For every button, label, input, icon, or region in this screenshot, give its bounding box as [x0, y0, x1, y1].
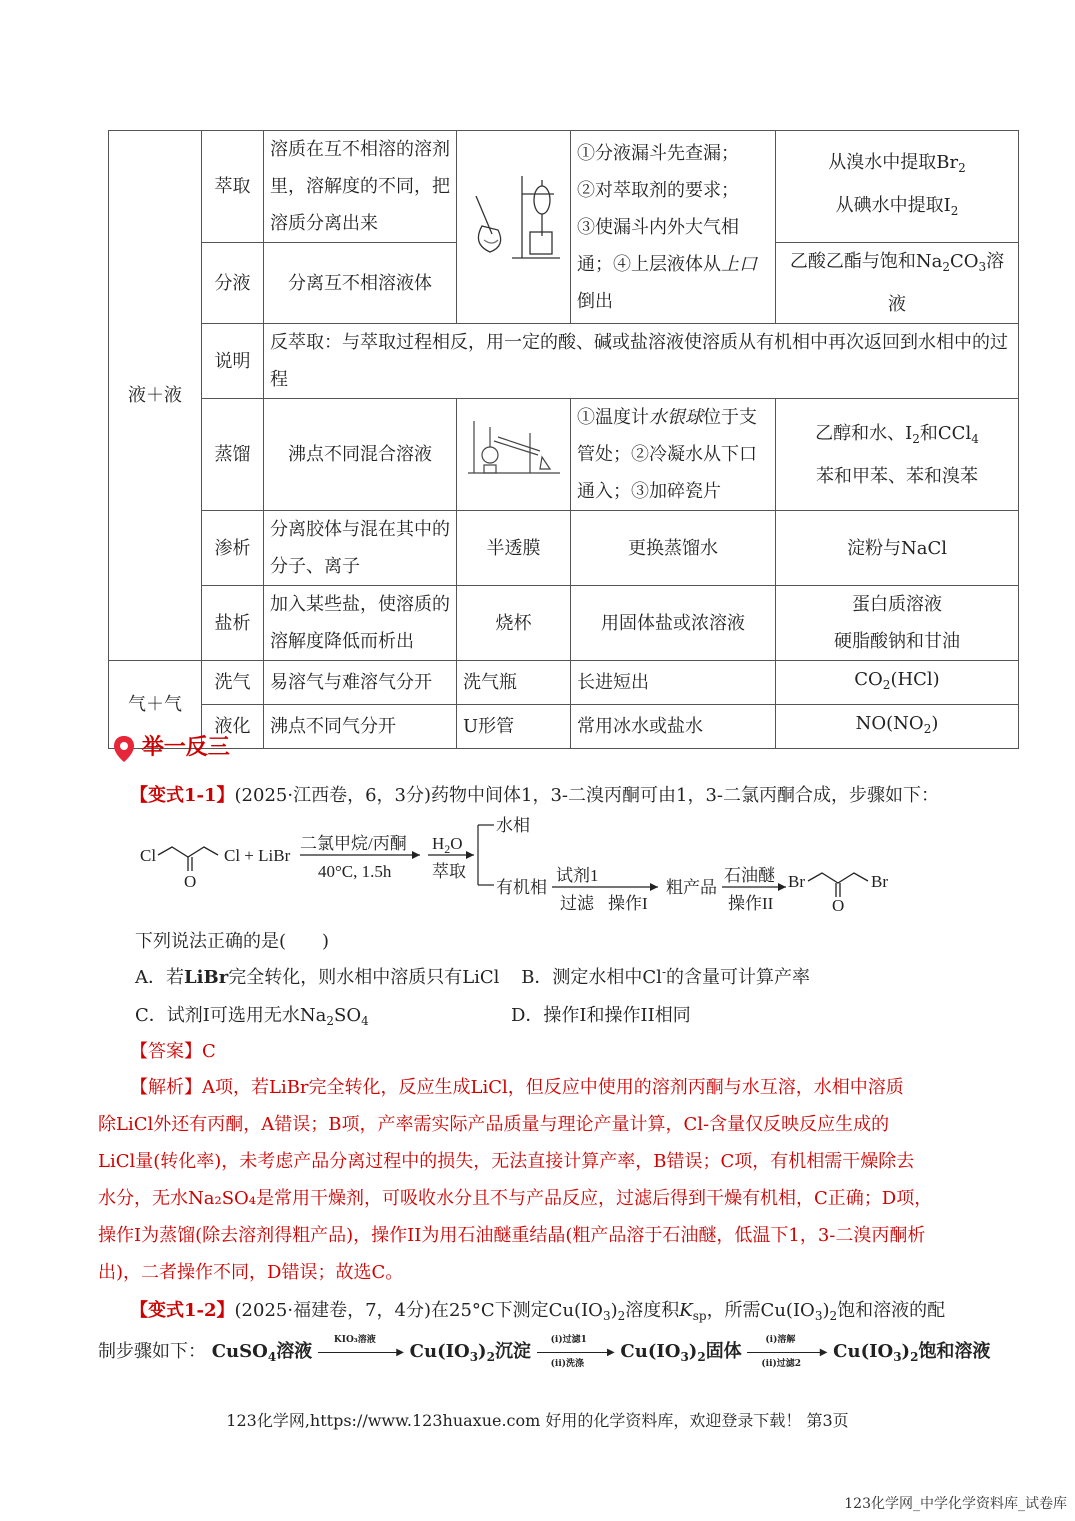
analysis-line-1: 【解析】A项，若LiBr完全转化，反应生成LiCl，但反应中使用的溶剂丙酮与水互溶，水相中溶质 [130, 1077, 904, 1098]
principle-separation: 分离互不相溶液体 [264, 243, 457, 324]
section-header [112, 730, 230, 764]
analysis-line-5: 操作I为蒸馏(除去溶剂得粗产品)，操作II为用石油醚重结晶(粗产品溶于石油醚，低温下1，3-二溴丙酮析 [98, 1225, 926, 1246]
method-separation: 分液 [202, 243, 264, 324]
method-liquefaction: 液化 [202, 705, 264, 749]
note-4: 倒出 [577, 290, 613, 312]
reagent-label: 试剂1 [556, 866, 599, 885]
separatory-funnel-image [457, 131, 571, 324]
method-washing: 洗气 [202, 661, 264, 705]
note-salting: 用固体盐或浓溶液 [571, 586, 776, 661]
q1-option-d: D．操作I和操作II相同 [511, 1005, 691, 1026]
examples-distillation: 乙醇和水、$I_2$和CCl$_4$ 苯和甲苯、苯和溴苯 [776, 399, 1019, 511]
note-text: 反萃取：与萃取过程相反，用一定的酸、碱或盐溶液使溶质从有机相中再次返回到水相中的过程 [264, 324, 1019, 399]
product-br-right: Br [871, 872, 888, 891]
note-2: ②对萃取剂的要求； [577, 179, 739, 201]
reactant-cl: Cl [140, 846, 157, 865]
principle-liquefaction: 沸点不同气分开 [264, 705, 457, 749]
examples-separation: 乙酸乙酯与饱和$Na_2CO_3$溶液 [776, 243, 1019, 324]
notes-distillation: ①温度计水银球位于支管处；②冷凝水从下口通入；③加碎瓷片 [571, 399, 776, 511]
analysis-line-6: 出)，二者操作不同，D错误；故选C。 [98, 1262, 404, 1283]
section-title: 举一反三 [141, 734, 230, 760]
note-washing: 长进短出 [571, 661, 776, 705]
note-1: ①分液漏斗先查漏； [577, 142, 739, 164]
flow-arrow-2: (i)过滤1 ▶ (ii)洗涤 [537, 1342, 615, 1362]
analysis-line-2: 除LiCl外还有丙酮，A错误；B项，产率需实际产品质量与理论产量计算，Cl-含量仅反映反应生成的 [98, 1114, 890, 1135]
instrument-salting: 烧杯 [457, 586, 571, 661]
crude-product: 粗产品 [666, 878, 717, 897]
op2-label: 操作II [728, 894, 774, 913]
q1-prompt: 下列说法正确的是( ) [135, 931, 330, 952]
analysis-line-3: LiCl量(转化率)，未考虑产品分离过程中的损失，无法直接计算产率，B错误；C项，有机相需干燥除去 [98, 1151, 915, 1172]
method-salting: 盐析 [202, 586, 264, 661]
product-o: O [832, 896, 845, 915]
reactant-o: O [184, 872, 197, 891]
method-note: 说明 [202, 324, 264, 399]
watermark: 123化学网_中学化学资料库_试卷库 [844, 1496, 1067, 1512]
note-liquefaction: 常用冰水或盐水 [571, 705, 776, 749]
analysis-line-4: 水分，无水Na₂SO₄是常用干燥剂，可吸收水分且不与产品反应，过滤后得到干燥有机相，C正确；D项， [98, 1188, 933, 1209]
method-dialysis: 渗析 [202, 511, 264, 586]
filter-label: 过滤 [560, 894, 594, 913]
examples-liquefaction: $NO(NO_2)$ [776, 705, 1019, 749]
flow-arrow-3: (i)溶解 ▶ (ii)过滤2 [747, 1342, 827, 1362]
location-pin-icon [112, 734, 136, 764]
method-extraction: 萃取 [202, 131, 264, 243]
q1-options-ab: A．若LiBr完全转化，则水相中溶质只有LiCl B．测定水相中Cl-的含量可计算产率 [135, 965, 811, 988]
principle-washing: 易溶气与难溶气分开 [264, 661, 457, 705]
instrument-liquefaction: U形管 [457, 705, 571, 749]
svg-text:H2O: $H_2O$ [432, 834, 463, 856]
principle-salting: 加入某些盐，使溶质的溶解度降低而析出 [264, 586, 457, 661]
q1-answer: 【答案】C [130, 1041, 216, 1062]
distillation-apparatus-icon [464, 413, 564, 483]
page-footer: 123化学网,https://www.123huaxue.com 好用的化学资料库，欢迎登录下载！ 第3页 [226, 1411, 849, 1430]
organic-phase: 有机相 [496, 878, 547, 897]
flow-arrow-1: KIO₃溶液 ▶ [318, 1342, 404, 1362]
group-gas: 气＋气 [109, 661, 202, 749]
q1-option-c: C．试剂I可选用无水$Na_2SO_4$ [135, 1005, 369, 1028]
cond-bottom: 40°C, 1.5h [318, 862, 392, 881]
cond-top: 二氯甲烷/丙酮 [300, 834, 407, 853]
separation-methods-table [108, 130, 1019, 749]
note-3: ③使漏斗内外大气相通；④上层液体从上口 [577, 216, 757, 275]
instrument-washing: 洗气瓶 [457, 661, 571, 705]
examples-extraction: 从溴水中提取$Br_2$ 从碘水中提取$I_2$ [776, 131, 1019, 243]
q2-flow: 制步骤如下： CuSO$_4$溶液 KIO₃溶液 ▶ $Cu(IO_3)_2$沉淀 (i)过滤1 ▶ (ii)洗涤 $Cu(IO_3)_2$固体 (i)溶解 ▶ (ii)过滤2 $Cu(IO_3)_2$饱和溶液 [98, 1335, 991, 1369]
note-dialysis: 更换蒸馏水 [571, 511, 776, 586]
principle-extraction: 溶质在互不相溶的溶剂里，溶解度的不同，把溶质分离出来 [264, 131, 457, 243]
distillation-image [457, 399, 571, 511]
principle-distillation: 沸点不同混合溶液 [264, 399, 457, 511]
method-distillation: 蒸馏 [202, 399, 264, 511]
q1-stem: 【变式1-1】(2025·江西卷，6，3分)药物中间体1，3-二溴丙酮可由1，3-二氯丙酮合成，步骤如下： [130, 785, 939, 806]
examples-dialysis: 淀粉与NaCl [776, 511, 1019, 586]
extract-label: 萃取 [432, 862, 466, 881]
separatory-funnel-icon [464, 166, 564, 276]
aqueous-phase: 水相 [496, 816, 530, 835]
solvent-label: 石油醚 [724, 866, 775, 885]
instrument-dialysis: 半透膜 [457, 511, 571, 586]
examples-washing: $CO_2(HCl)$ [776, 661, 1019, 705]
reactant-right: Cl + LiBr [224, 846, 291, 865]
product-br-left: Br [788, 872, 805, 891]
reaction-scheme [138, 815, 918, 920]
principle-dialysis: 分离胶体与混在其中的分子、离子 [264, 511, 457, 586]
q2-stem: 【变式1-2】(2025·福建卷，7，4分)在25°C下测定$Cu(IO_3)_2$溶度积$K_{sp}$，所需$Cu(IO_3)_2$饱和溶液的配 [130, 1300, 946, 1323]
examples-salting: 蛋白质溶液 硬脂酸钠和甘油 [776, 586, 1019, 661]
notes-extraction [571, 131, 776, 324]
group-liquid: 液＋液 [109, 131, 202, 661]
op1-label: 操作I [608, 894, 648, 913]
